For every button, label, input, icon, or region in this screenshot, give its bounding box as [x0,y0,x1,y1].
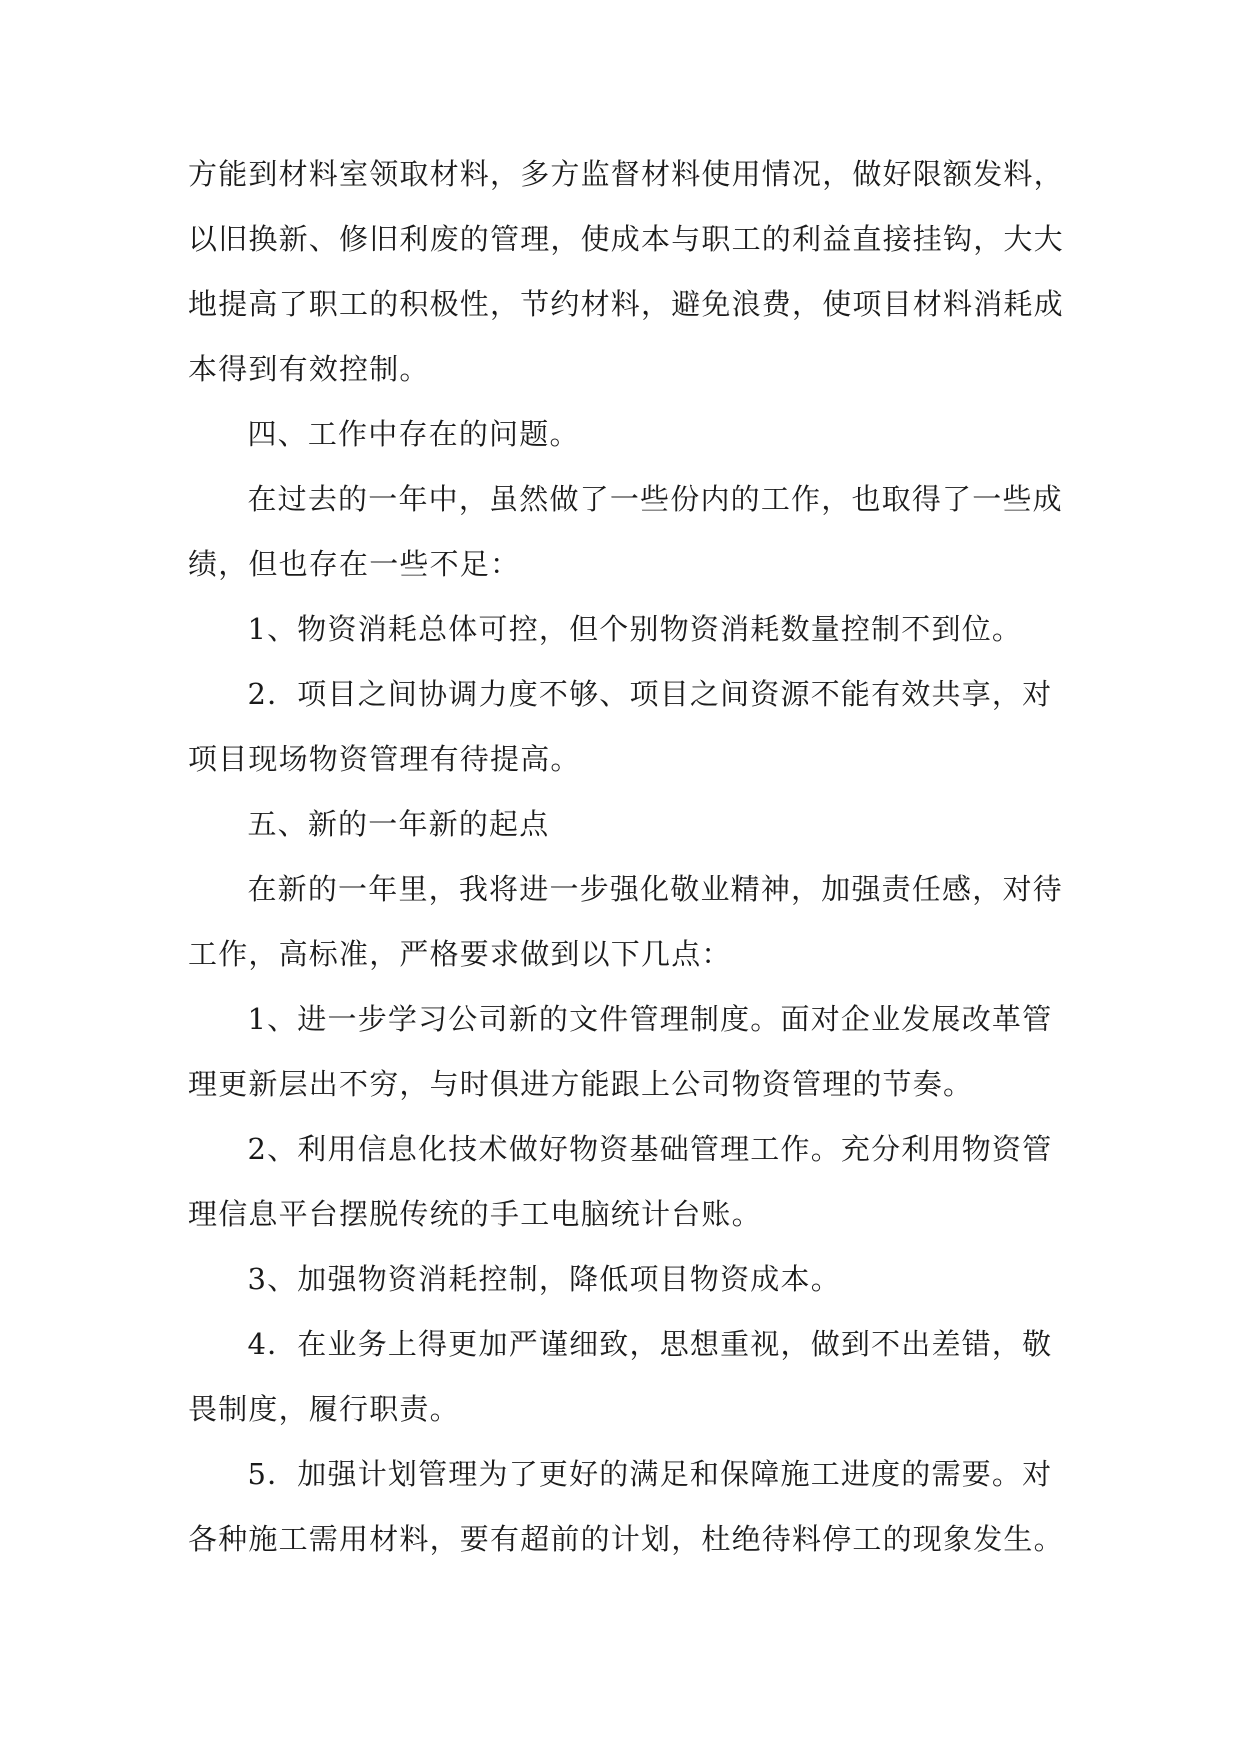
section-heading-problems: 四、工作中存在的问题。 [247,417,580,451]
list-item-plan-4: 4．在业务上得更加严谨细致，思想重视，做到不出差错，敬畏制度，履行职责。 [188,1327,1053,1426]
list-item-plan-5: 5．加强计划管理为了更好的满足和保障施工进度的需要。对各种施工需用材料，要有超前的计划，杜绝待料停工的现象发生。 [188,1457,1064,1556]
paragraph-continuation: 方能到材料室领取材料，多方监督材料使用情况，做好限额发料，以旧换新、修旧利废的管理，使成本与职工的利益直接挂钩，大大地提高了职工的积极性，节约材料，避免浪费，使项目材料消耗成本得到有效控制。 [188,157,1064,386]
paragraph-new-year-intro: 在新的一年里，我将进一步强化敬业精神，加强责任感，对待工作，高标准，严格要求做到以下几点： [188,872,1063,971]
list-item-problem-2: 2．项目之间协调力度不够、项目之间资源不能有效共享，对项目现场物资管理有待提高。 [188,677,1053,776]
list-item-problem-1: 1、物资消耗总体可控，但个别物资消耗数量控制不到位。 [247,612,1023,646]
list-item-plan-2: 2、利用信息化技术做好物资基础管理工作。充分利用物资管理信息平台摆脱传统的手工电脑统计台账。 [188,1132,1053,1231]
list-item-plan-3: 3、加强物资消耗控制，降低项目物资成本。 [247,1262,841,1296]
section-heading-new-year: 五、新的一年新的起点 [247,807,550,841]
list-item-plan-1: 1、进一步学习公司新的文件管理制度。面对企业发展改革管理更新层出不穷，与时俱进方能跟上公司物资管理的节奏。 [188,1002,1053,1101]
document-page [188,142,1068,1572]
paragraph-shortcomings-intro: 在过去的一年中，虽然做了一些份内的工作，也取得了一些成绩，但也存在一些不足： [188,482,1063,581]
